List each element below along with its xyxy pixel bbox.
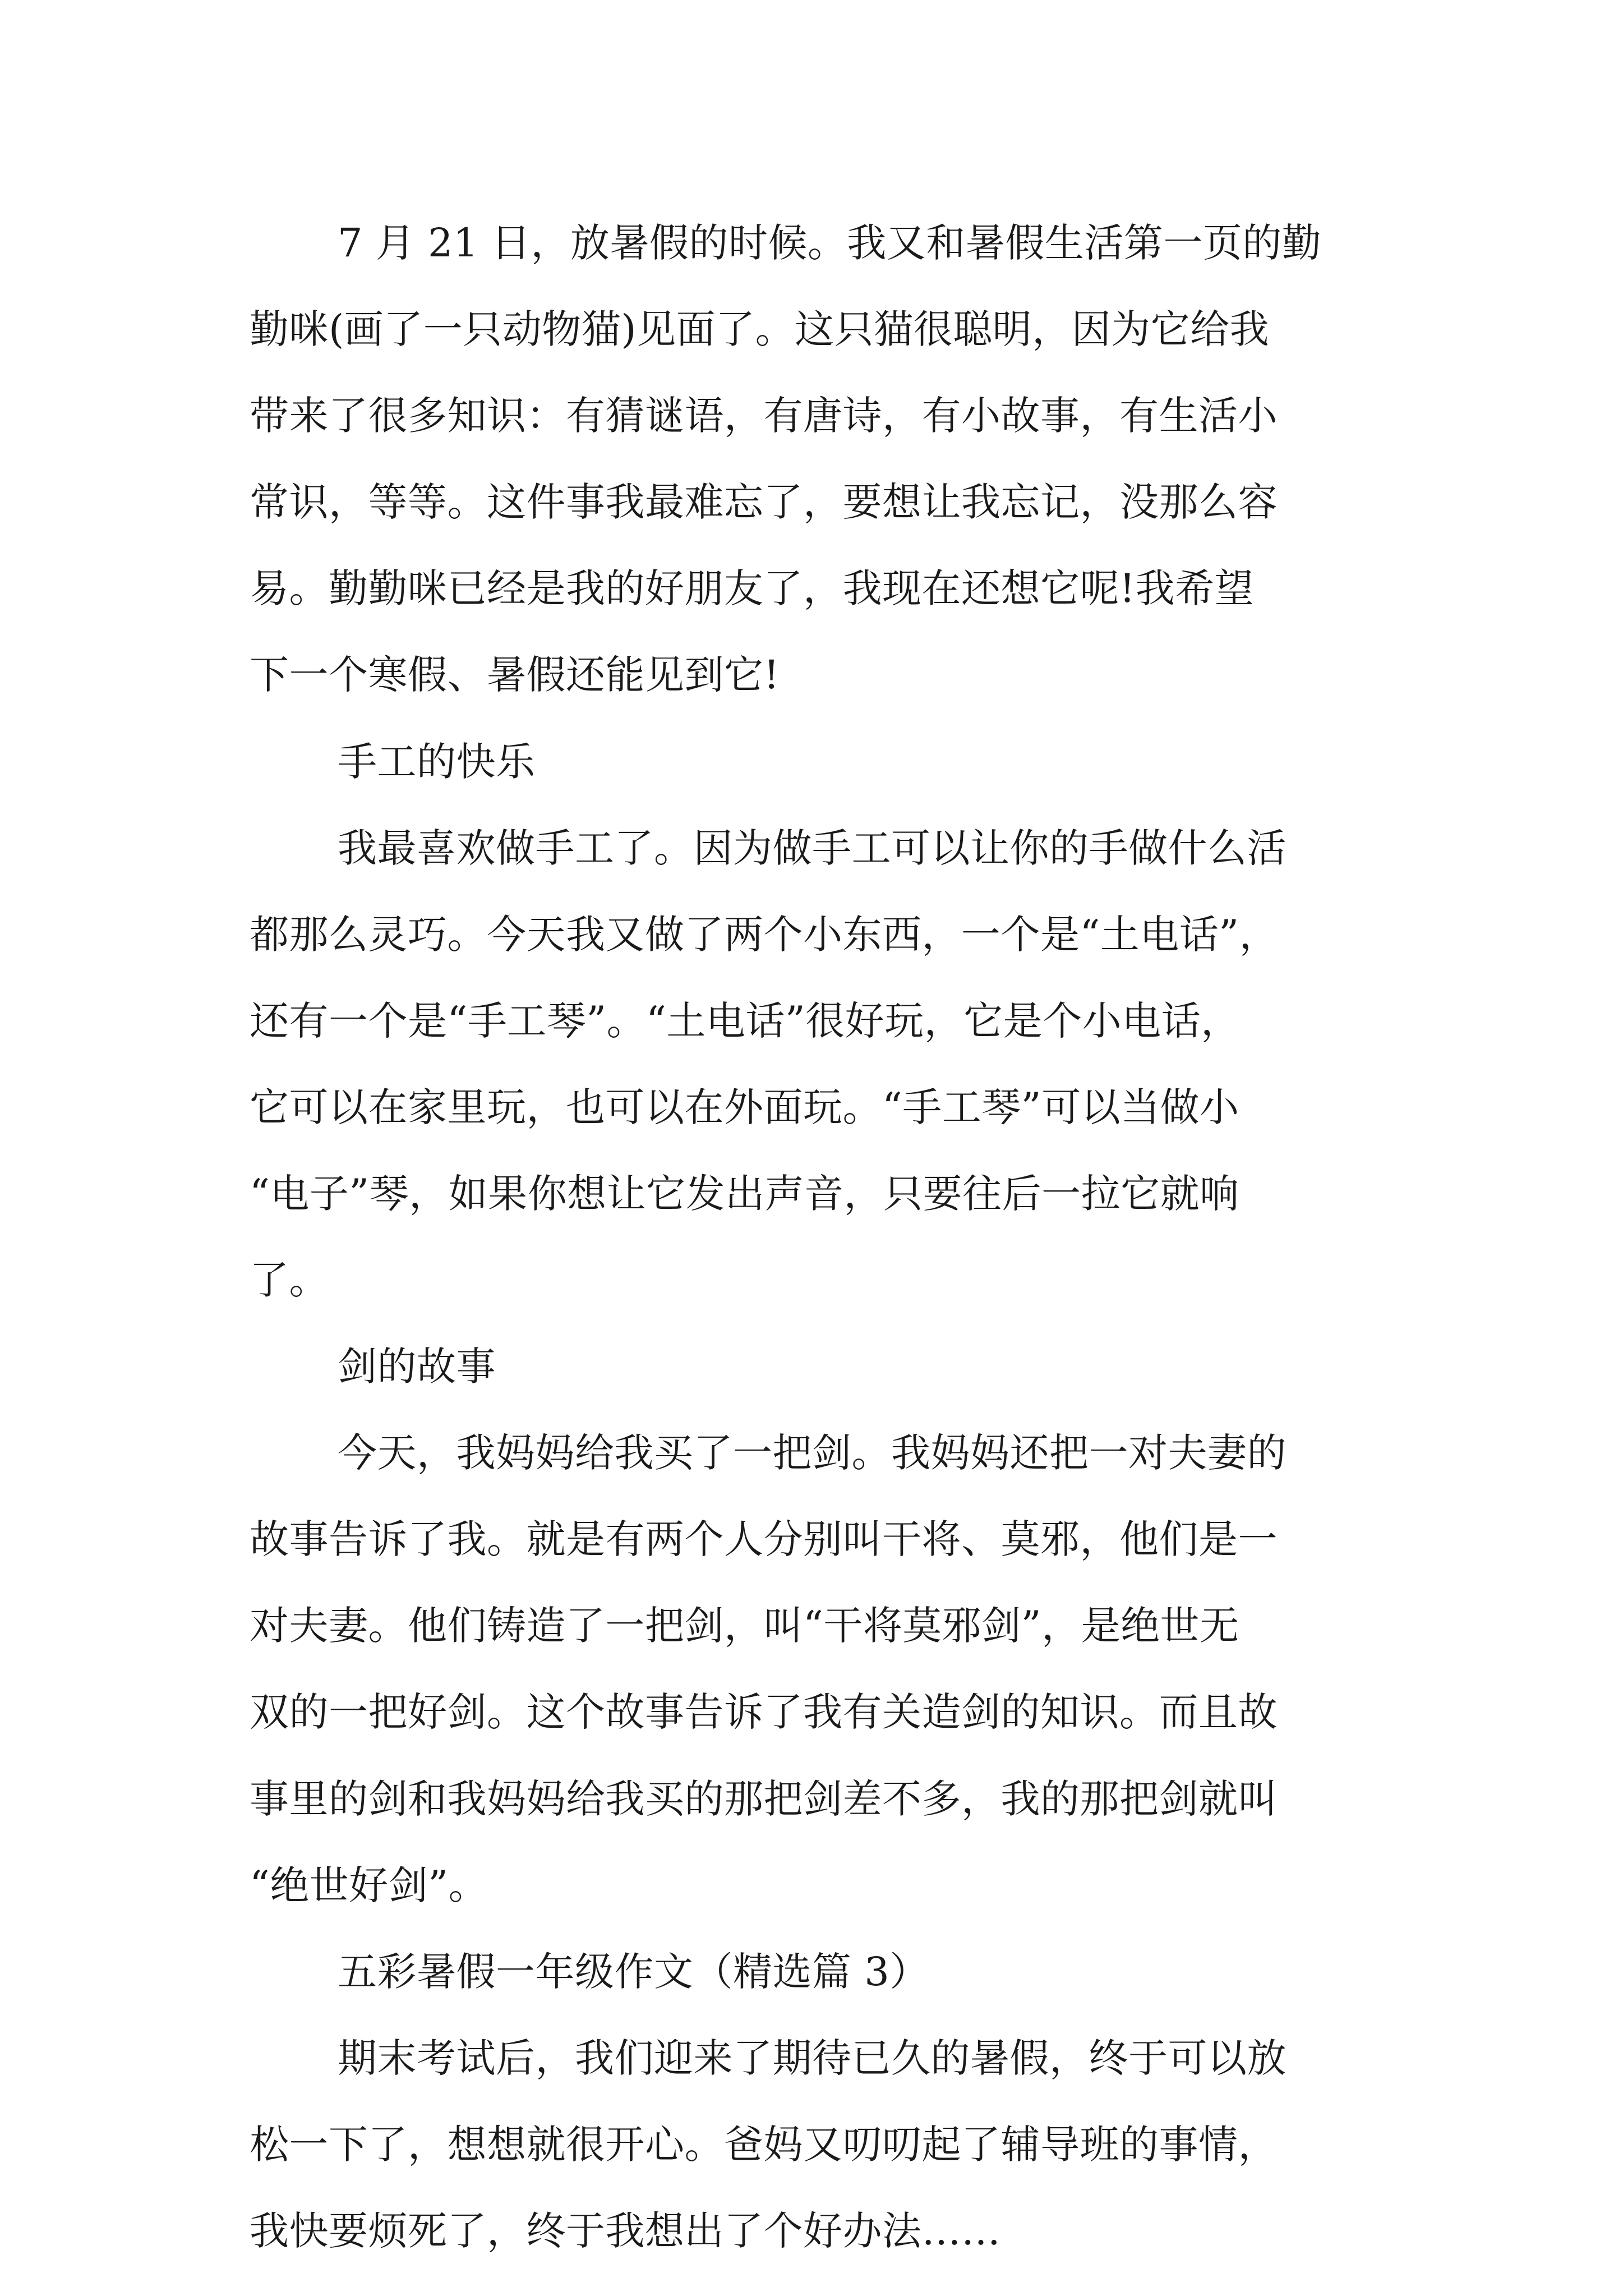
- paragraph-line: 故事告诉了我。就是有两个人分别叫干将、莫邪，他们是一: [250, 1516, 1278, 1562]
- paragraph-line: 下一个寒假、暑假还能见到它!: [250, 652, 780, 698]
- paragraph-line: 都那么灵巧。今天我又做了两个小东西，一个是“土电话”，: [250, 912, 1279, 958]
- paragraph-line: 它可以在家里玩，也可以在外面玩。“手工琴”可以当做小: [250, 1084, 1239, 1130]
- section-heading: 剑的故事: [338, 1343, 496, 1389]
- paragraph-line: “绝世好剑”。: [250, 1862, 488, 1908]
- paragraph-line: 今天，我妈妈给我买了一把剑。我妈妈还把一对夫妻的: [338, 1430, 1287, 1476]
- paragraph-line: 了。: [250, 1257, 329, 1303]
- paragraph-line: 事里的剑和我妈妈给我买的那把剑差不多，我的那把剑就叫: [250, 1776, 1278, 1822]
- paragraph-line: 对夫妻。他们铸造了一把剑，叫“干将莫邪剑”，是绝世无: [250, 1603, 1239, 1649]
- paragraph-line: 勤咪(画了一只动物猫)见面了。这只猫很聪明，因为它给我: [250, 306, 1270, 352]
- paragraph-line: 带来了很多知识：有猜谜语，有唐诗，有小故事，有生活小: [250, 393, 1278, 439]
- section-heading: 五彩暑假一年级作文（精选篇 3）: [338, 1949, 929, 1995]
- paragraph-line: 双的一把好剑。这个故事告诉了我有关造剑的知识。而且故: [250, 1689, 1278, 1735]
- paragraph-line: 7 月 21 日，放暑假的时候。我又和暑假生活第一页的勤: [338, 220, 1322, 266]
- paragraph-line: 常识，等等。这件事我最难忘了，要想让我忘记，没那么容: [250, 479, 1278, 525]
- section-heading: 手工的快乐: [338, 739, 536, 785]
- paragraph-line: 松一下了，想想就很开心。爸妈又叨叨起了辅导班的事情，: [250, 2122, 1278, 2168]
- paragraph-line: 还有一个是“手工琴”。“土电话”很好玩，它是个小电话，: [250, 998, 1241, 1044]
- paragraph-line: 我最喜欢做手工了。因为做手工可以让你的手做什么活: [338, 825, 1287, 871]
- paragraph-line: 易。勤勤咪已经是我的好朋友了，我现在还想它呢!我希望: [250, 565, 1255, 611]
- paragraph-line: “电子”琴，如果你想让它发出声音，只要往后一拉它就响: [250, 1171, 1239, 1217]
- paragraph-line: 我快要烦死了，终于我想出了个好办法……: [250, 2208, 1001, 2254]
- paragraph-line: 期末考试后，我们迎来了期待已久的暑假，终于可以放: [338, 2035, 1287, 2081]
